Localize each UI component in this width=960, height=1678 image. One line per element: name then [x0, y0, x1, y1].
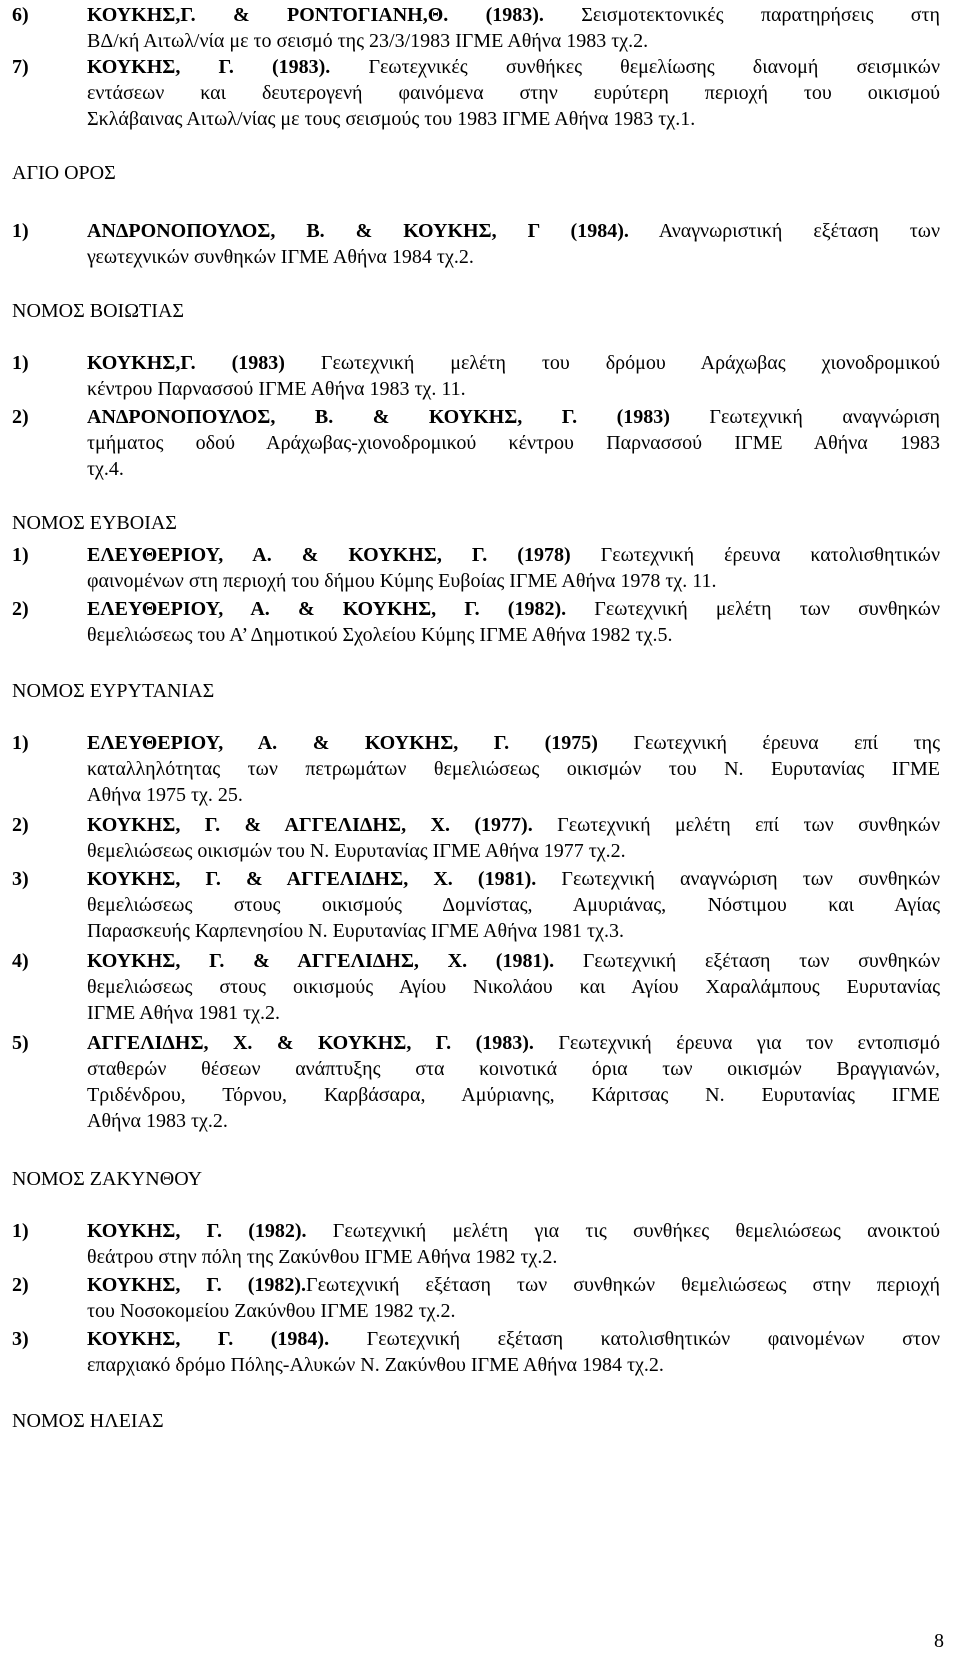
entry-number: 1)	[12, 1220, 29, 1242]
entry-text: Γεωτεχνική μελέτη του δρόμου Αράχωβας χιονοδρομικού	[284, 352, 940, 374]
reference-entry	[12, 1326, 940, 1378]
entry-authors: ΚΟΥΚΗΣ, Γ. & ΑΓΓΕΛΙΔΗΣ, Χ. (1981).	[87, 950, 555, 972]
entry-authors: ΚΟΥΚΗΣ, Γ. (1983).	[87, 56, 331, 78]
entry-number: 5)	[12, 1032, 29, 1054]
entry-number: 1)	[12, 544, 29, 566]
entry-text: Τριδένδρου, Τόρνου, Καρβάσαρα, Αμύριανης, Κάριτσας Ν. Ευρυτανίας ΙΓΜΕ	[87, 1084, 940, 1106]
entry-authors: ΑΝΔΡΟΝΟΠΟΥΛΟΣ, Β. & ΚΟΥΚΗΣ, Γ. (1983)	[87, 406, 670, 428]
section-heading: ΑΓΙΟ ΟΡΟΣ	[12, 162, 116, 184]
reference-entry	[12, 54, 940, 132]
entry-text: θεμελιώσεως στους οικισμούς Αγίου Νικολάου και Αγίου Χαραλάμπους Ευρυτανίας	[87, 976, 940, 998]
entry-text: Γεωτεχνική έρευνα κατολισθητικών	[570, 544, 940, 566]
entry-text: θεμελιώσεως του Α’ Δημοτικού Σχολείου Κύμης ΙΓΜΕ Αθήνα 1982 τχ.5.	[87, 624, 673, 646]
entry-text: Γεωτεχνική εξέταση των συνθηκών θεμελιώσεως στην περιοχή	[306, 1274, 940, 1296]
entry-number: 7)	[12, 56, 29, 78]
entry-text: του Νοσοκομείου Ζακύνθου ΙΓΜΕ 1982 τχ.2.	[87, 1300, 456, 1322]
reference-entry	[12, 1030, 940, 1134]
entry-number: 3)	[12, 1328, 29, 1350]
reference-entry	[12, 1272, 940, 1324]
entry-text: Αθήνα 1975 τχ. 25.	[87, 784, 243, 806]
entry-text: Σκλάβαινας Αιτωλ/νίας με τους σεισμούς του 1983 ΙΓΜΕ Αθήνα 1983 τχ.1.	[87, 108, 696, 130]
entry-authors: ΚΟΥΚΗΣ, Γ. & ΑΓΓΕΛΙΔΗΣ, Χ. (1977).	[87, 814, 533, 836]
entry-text: Αναγνωριστική εξέταση των	[628, 220, 941, 242]
entry-number: 4)	[12, 950, 29, 972]
entry-authors: ΚΟΥΚΗΣ, Γ. (1982).	[87, 1274, 307, 1296]
reference-entry	[12, 812, 940, 864]
entry-text: τχ.4.	[87, 458, 124, 480]
reference-entry	[12, 218, 940, 270]
entry-text: Γεωτεχνική έρευνα για τον εντοπισμό	[533, 1032, 940, 1054]
entry-authors: ΕΛΕΥΘΕΡΙΟΥ, Α. & ΚΟΥΚΗΣ, Γ. (1975)	[87, 732, 598, 754]
entry-text: κέντρου Παρνασσού ΙΓΜΕ Αθήνα 1983 τχ. 11.	[87, 378, 466, 400]
entry-number: 1)	[12, 352, 29, 374]
entry-text: σταθερών θέσεων ανάπτυξης στα κοινοτικά όρια των οικισμών Βραγγιανών,	[87, 1058, 940, 1080]
section-heading: ΝΟΜΟΣ ΕΥΡΥΤΑΝΙΑΣ	[12, 680, 215, 702]
reference-entry	[12, 948, 940, 1026]
entry-authors: ΚΟΥΚΗΣ,Γ. & ΡΟΝΤΟΓΙΑΝΗ,Θ. (1983).	[87, 4, 544, 26]
entry-text: Γεωτεχνική μελέτη επί των συνθηκών	[532, 814, 940, 836]
section-heading: ΝΟΜΟΣ ΖΑΚΥΝΘΟΥ	[12, 1168, 203, 1190]
entry-number: 2)	[12, 814, 29, 836]
entry-number: 1)	[12, 220, 29, 242]
entry-text: Γεωτεχνική έρευνα επί της	[597, 732, 940, 754]
entry-text: Γεωτεχνική αναγνώριση των συνθηκών	[536, 868, 940, 890]
entry-text: Αθήνα 1983 τχ.2.	[87, 1110, 228, 1132]
section-heading: ΝΟΜΟΣ ΗΛΕΙΑΣ	[12, 1410, 164, 1432]
entry-text: θεμελιώσεως στους οικισμούς Δομνίστας, Αμυριάνας, Νόστιμου και Αγίας	[87, 894, 940, 916]
entry-authors: ΕΛΕΥΘΕΡΙΟΥ, Α. & ΚΟΥΚΗΣ, Γ. (1982).	[87, 598, 567, 620]
reference-entry	[12, 350, 940, 402]
entry-text: καταλληλότητας των πετρωμάτων θεμελιώσεως οικισμών του Ν. Ευρυτανίας ΙΓΜΕ	[87, 758, 940, 780]
entry-number: 1)	[12, 732, 29, 754]
page-number: 8	[934, 1630, 944, 1652]
entry-text: επαρχιακό δρόμο Πόλης-Αλυκών Ν. Ζακύνθου ΙΓΜΕ Αθήνα 1984 τχ.2.	[87, 1354, 664, 1376]
entry-text: τμήματος οδού Αράχωβας-χιονοδρομικού κέντρου Παρνασσού ΙΓΜΕ Αθήνα 1983	[87, 432, 940, 454]
reference-entry	[12, 730, 940, 808]
section-heading: ΝΟΜΟΣ ΒΟΙΩΤΙΑΣ	[12, 300, 185, 322]
entry-text: θεάτρου στην πόλη της Ζακύνθου ΙΓΜΕ Αθήνα 1982 τχ.2.	[87, 1246, 558, 1268]
entry-text: ΒΔ/κή Αιτωλ/νία με το σεισμό της 23/3/1983 ΙΓΜΕ Αθήνα 1983 τχ.2.	[87, 30, 649, 52]
reference-entry	[12, 866, 940, 944]
entry-number: 2)	[12, 1274, 29, 1296]
reference-entry	[12, 1218, 940, 1270]
entry-text: ΙΓΜΕ Αθήνα 1981 τχ.2.	[87, 1002, 281, 1024]
entry-authors: ΚΟΥΚΗΣ, Γ. & ΑΓΓΕΛΙΔΗΣ, Χ. (1981).	[87, 868, 537, 890]
entry-text: Σεισμοτεκτονικές παρατηρήσεις στη	[543, 4, 940, 26]
entry-number: 3)	[12, 868, 29, 890]
entry-authors: ΚΟΥΚΗΣ,Γ. (1983)	[87, 352, 285, 374]
entry-number: 6)	[12, 4, 29, 26]
entry-text: εντάσεων και δευτερογενή φαινόμενα στην ευρύτερη περιοχή του οικισμού	[87, 82, 940, 104]
entry-number: 2)	[12, 598, 29, 620]
entry-authors: ΕΛΕΥΘΕΡΙΟΥ, Α. & ΚΟΥΚΗΣ, Γ. (1978)	[87, 544, 571, 566]
reference-entry	[12, 596, 940, 648]
section-heading: ΝΟΜΟΣ ΕΥΒΟΙΑΣ	[12, 512, 177, 534]
entry-authors: ΚΟΥΚΗΣ, Γ. (1984).	[87, 1328, 330, 1350]
entry-text: Γεωτεχνική μελέτη για τις συνθήκες θεμελιώσεως ανοικτού	[306, 1220, 940, 1242]
reference-entry	[12, 542, 940, 594]
entry-text: φαινομένων στη περιοχή του δήμου Κύμης Ευβοίας ΙΓΜΕ Αθήνα 1978 τχ. 11.	[87, 570, 717, 592]
entry-authors: ΚΟΥΚΗΣ, Γ. (1982).	[87, 1220, 307, 1242]
entry-number: 2)	[12, 406, 29, 428]
entry-text: θεμελιώσεως οικισμών του Ν. Ευρυτανίας ΙΓΜΕ Αθήνα 1977 τχ.2.	[87, 840, 626, 862]
reference-entry	[12, 2, 940, 54]
entry-authors: ΑΝΔΡΟΝΟΠΟΥΛΟΣ, Β. & ΚΟΥΚΗΣ, Γ (1984).	[87, 220, 629, 242]
entry-text: Γεωτεχνικές συνθήκες θεμελίωσης διανομή σεισμικών	[330, 56, 941, 78]
entry-text: Γεωτεχνική μελέτη των συνθηκών	[566, 598, 940, 620]
entry-text: Γεωτεχνική αναγνώριση	[669, 406, 940, 428]
entry-text: Γεωτεχνική εξέταση των συνθηκών	[554, 950, 940, 972]
entry-text: γεωτεχνικών συνθηκών ΙΓΜΕ Αθήνα 1984 τχ.2.	[87, 246, 474, 268]
entry-text: Παρασκευής Καρπενησίου Ν. Ευρυτανίας ΙΓΜΕ Αθήνα 1981 τχ.3.	[87, 920, 624, 942]
entry-text: Γεωτεχνική εξέταση κατολισθητικών φαινομένων στον	[329, 1328, 940, 1350]
reference-entry	[12, 404, 940, 482]
entry-authors: ΑΓΓΕΛΙΔΗΣ, Χ. & ΚΟΥΚΗΣ, Γ. (1983).	[87, 1032, 534, 1054]
